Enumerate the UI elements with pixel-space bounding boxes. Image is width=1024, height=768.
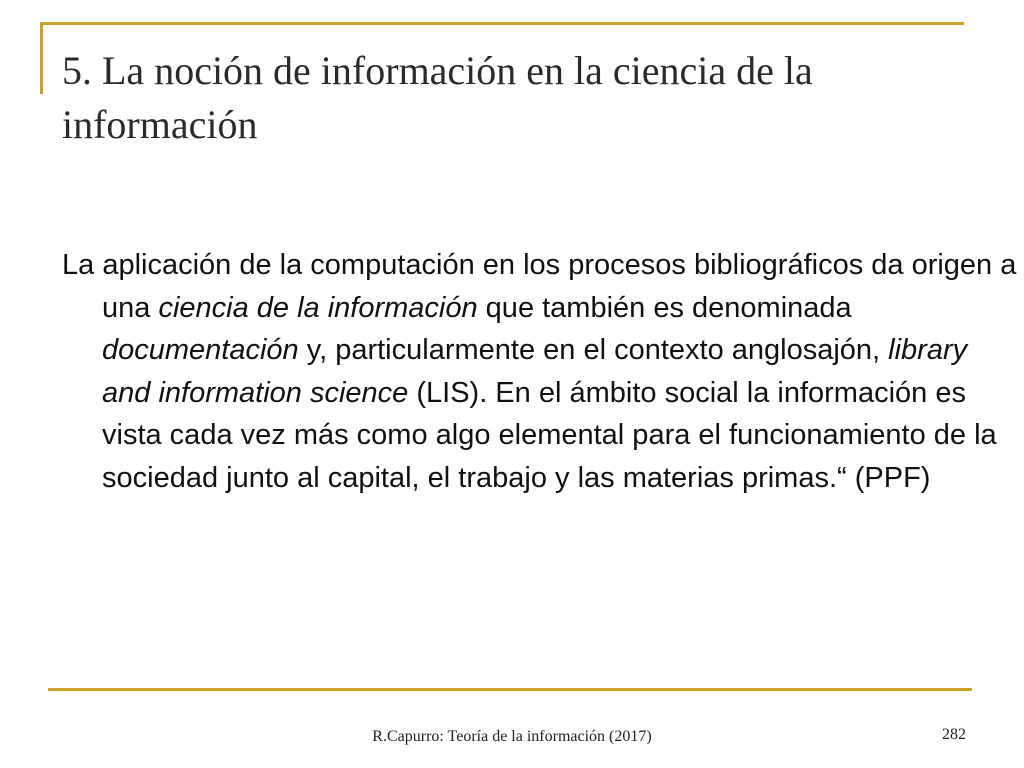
slide-title: 5. La noción de información en la ciencia de la información [62,48,813,147]
body-segment-3: que también es denominada [477,291,852,324]
top-divider-line [40,22,964,25]
left-accent-line [40,22,43,94]
body-segment-6-italic: library and information science [102,334,968,409]
page-number: 282 [942,726,966,743]
body-segment-1: La aplicación de la computación en los procesos bibliográficos da origen a una [62,249,1017,324]
body-paragraph [62,244,1022,499]
bottom-divider-line [48,688,972,691]
body-segment-2-italic: ciencia de la información [158,291,478,324]
footer-citation: R.Capurro: Teoría de la información (2017) [372,728,652,745]
body-segment-5: y, particularmente en el contexto anglosajón, [298,334,889,366]
body-segment-7: (LIS). En el ámbito social la información es vista cada vez más como algo elemental para el funcionamiento de la sociedad junto al capital, el trabajo y las materias primas.“ (PPF) [102,376,997,494]
body-segment-4-italic: documentación [102,334,299,366]
